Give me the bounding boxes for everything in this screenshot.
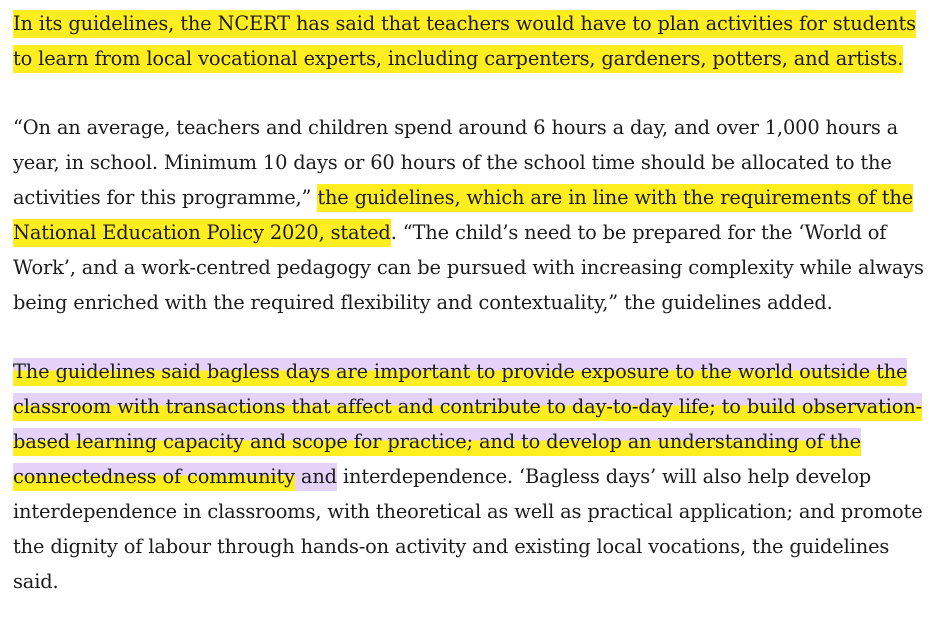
highlighted-text-purple: and — [295, 463, 337, 491]
highlighted-text-yellow: In its guidelines, the NCERT has said that teachers would have to plan activities for students to learn from local vocational experts, including carpenters, gardeners, potters, and artists. — [13, 10, 916, 73]
article-body — [13, 6, 938, 633]
paragraph-text: . “The child’s need to be prepared for the ‘World of Work’, and a work-centred pedagogy can be pursued with increasing complexity while always being enriched with the required flexibility and contextuality,” the guidelines added. — [13, 221, 924, 314]
highlighted-text-yellow: the guidelines, which are in line with the requirements of the National Education Policy 2020, stated — [13, 184, 913, 247]
highlighted-text-purple-yellow: The guidelines said bagless days are important to provide exposure to the world outside the classroom with transactions that affect and contribute to day-to-day life; to build observation-based learning capacity and scope for practice; and to develop an understanding of the connectedness of community — [13, 358, 922, 491]
paragraph-1 — [13, 6, 938, 76]
paragraph-2 — [13, 110, 938, 320]
paragraph-text: “On an average, teachers and children spend around 6 hours a day, and over 1,000 hours a year, in school. Minimum 10 days or 60 hours of the school time should be allocated to the activities for this programme,” — [13, 116, 899, 209]
paragraph-text: interdependence. ‘Bagless days’ will also help develop interdependence in classrooms, with theoretical as well as practical application; and promote the dignity of labour through hands-on activity and existing local vocations, the guidelines said. — [13, 465, 923, 593]
paragraph-3 — [13, 354, 938, 599]
